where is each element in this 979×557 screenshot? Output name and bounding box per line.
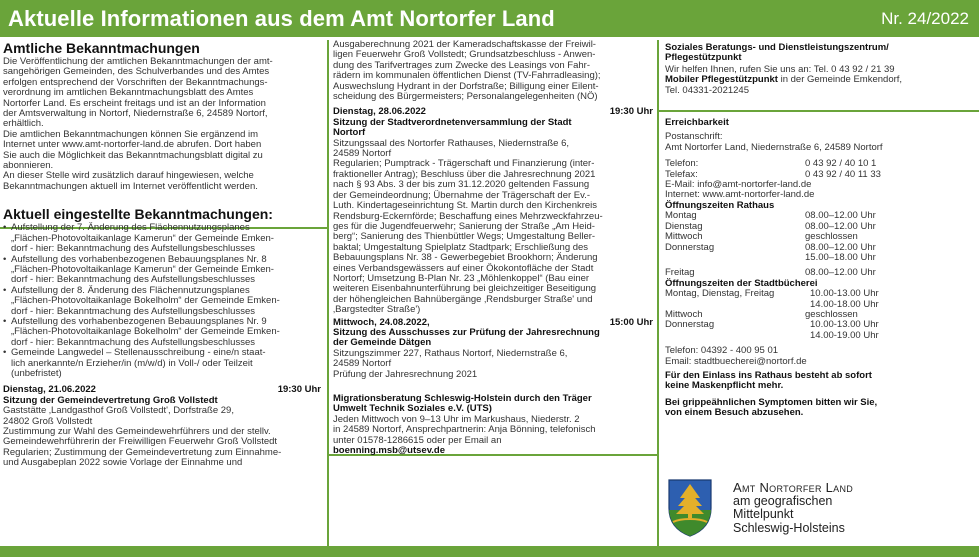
meeting-details [333,349,653,380]
meeting-time: 19:30 Uhr [277,384,321,396]
text-line: Zustimmung zur Wahl des Gemeindewehrführers und der stellv. [3,426,271,437]
text-line: und Ausgabeplan 2022 sowie Vorlage der Einnahme und [3,457,243,469]
text-line: scheidung des Bürgermeisters; Personalangelegenheiten (NÖ) [333,91,598,103]
list-item[interactable] [3,317,323,348]
meeting-details [333,139,653,316]
sozial-title [665,43,975,64]
column-middle [333,40,653,456]
meeting-title [333,328,653,349]
migration-email-link[interactable]: boenning.msb@utsev.de [333,445,446,457]
text-line: Nortorf [333,127,366,139]
text-line: „Flächen-Photovoltaikanlage Bokelholm“ der Gemeinde Emken- [11,326,280,338]
text-line: Die Veröffentlichung der amtlichen Bekanntmachungen der amt- [3,56,273,67]
page-title: Aktuelle Informationen aus dem Amt Nortorfer Land [8,5,555,31]
page-footer-bar [0,546,979,557]
text-line: Amt Nortorfer Land, Niedernstraße 6, 24589 Nortorf [665,141,883,153]
text-line: erfolgen entsprechend der Vorschriften der Bekanntmachungs- [3,76,268,88]
text-line: der Gemeindeordnung; Übernahme der Trägerschaft der Ev.- [333,189,590,201]
text-line: ligen Feuerwehr Groß Vollstedt; Grundsatzbeschluss - Anwen- [333,49,596,61]
mobile-text: in der Gemeinde Emkendorf, [777,74,903,86]
text-line: dung des Tarifvertrages zum Zwecke des Leasings von Fahr- [333,59,590,71]
time-value: 15.00–18.00 Uhr [805,251,876,263]
text-line: 24589 Nortorf [333,358,392,370]
meeting-continued [333,40,653,102]
meeting-title [333,118,653,139]
time-value: geschlossen [805,231,858,243]
tagline-line: am geografischen [733,493,833,508]
text-line: Regularien; Zustimmung der Gemeindevertretung zum Einnahme- [3,446,282,458]
notice-mask [665,371,975,392]
time-value: 10.00-13.00 Uhr [810,288,879,300]
text-line: An dieser Stelle wird zusätzlich darauf hingewiesen, welche [3,170,254,182]
day-label: Dienstag [665,220,703,232]
meeting-date: Dienstag, 28.06.2022 [333,106,426,118]
day-label: Mittwoch [665,308,703,320]
text-line: 24589 Nortorf [333,148,392,160]
time-value: 08.00–12.00 Uhr [805,241,876,253]
text-line: Ausgaberechnung 2021 der Kameradschaftskasse der Freiwil- [333,39,596,50]
section-title-amtliche: Amtliche Bekanntmachungen [3,40,200,56]
amt-logo [665,478,975,542]
text-line: erhältlich. [3,118,44,130]
text-line: Umwelt Technik Soziales e.V. (UTS) [333,403,492,415]
announcement-list [3,223,323,379]
rathaus-hours-title: Öffnungszeiten Rathaus [665,199,775,211]
text-line: • Aufstellung des vorhabenbezogenen Bebauungsplanes Nr. 8 [11,253,267,265]
text-line: dorf - hier: Bekanntmachung des Aufstellungsbeschlusses [11,274,255,286]
email-line[interactable]: E-Mail: info@amt-nortorfer-land.de [665,179,812,191]
migration-title [333,394,653,415]
migration-details [333,415,653,446]
text-line: Bekanntmachungen aktuell im Internet veröffentlicht werden. [3,180,258,192]
text-line: Gemeindewehrführerin der Freiwilligen Feuerwehr Groß Vollstedt [3,436,278,448]
text-line: berg“; Sanierung des Thienbüttler Wegs; Umgestaltung Beller- [333,231,596,243]
contact-list [665,159,975,180]
text-line: Auswechslung Hydrant in der Dorfstraße; Billigung einer Eilent- [333,80,599,92]
meeting-time: 19:30 Uhr [609,106,653,118]
text-line: „Flächen-Photovoltaikanlage Kamerun“ der Gemeinde Emken- [11,232,274,244]
list-item[interactable] [3,286,323,317]
time-value: 14.00-19.00 Uhr [810,329,879,341]
text-line: Postanschrift: [665,131,723,143]
contact-value: 0 43 92 / 40 10 1 [805,158,877,170]
list-item[interactable] [3,255,323,286]
column-divider-2 [657,40,659,546]
text-line: lich anerkannte/n Erzieher/in (m/w/d) in Voll-/ oder Teilzeit [11,357,253,369]
text-line: fraktioneller Antrag); Beschluss über die Jahresrechnung 2021 [333,168,596,180]
hours-row [665,331,975,341]
text-line: von einem Besuch abzusehen. [665,407,804,419]
text-line: Tel. 04331-2021245 [665,84,749,96]
coat-of-arms-icon [667,478,713,538]
text-line: eines Verbandsgewässers auf einer Ökokontofläche der Stadt [333,262,594,274]
text-line: Soziales Beratungs- und Dienstleistungszentrum/ [665,42,889,53]
text-line: Internet unter www.amt-nortorfer-land.de abrufen. Dort haben [3,139,262,151]
day-label [665,331,810,341]
amt-logo-text [733,481,853,542]
contact-label: Telefax: [665,168,698,180]
time-value: 08.00–12.00 Uhr [805,267,876,279]
text-line: der Gemeinde Dätgen [333,337,432,349]
column-divider-1 [327,40,329,546]
text-line: unter 01578-1286615 oder per Email an [333,434,502,446]
time-value: 10.00-13.00 Uhr [810,319,879,331]
issue-number: Nr. 24/2022 [881,8,969,28]
text-line: dorf - hier: Bekanntmachung des Aufstellungsbeschlusses [11,305,255,317]
day-label: Freitag [665,267,695,279]
buecherei-phone: Telefon: 04392 - 400 95 01 [665,345,779,357]
text-line: in 24589 Nortorf, Ansprechpartnerin: Anja Bönning, telefonisch [333,424,596,436]
mobile-label: Mobiler Pflegestützpunkt [665,74,778,86]
meeting-date: Dienstag, 21.06.2022 [3,384,96,396]
hours-row [665,289,975,299]
section-title-aktuell: Aktuell eingestellte Bekanntmachungen: [3,206,273,223]
text-line: Wir helfen Ihnen, rufen Sie uns an: Tel. 0 43 92 / 21 39 [665,63,895,75]
text-line: rädern im kommunalen öffentlichen Dienst (TV-Fahrradleasing); [333,70,601,82]
sozial-details [665,65,975,96]
text-line: baktal; Umgestaltung Spielplatz Stadtpark; Erschließung des [333,241,589,253]
text-line: verordnung im amtlichen Bekanntmachungsblatt des Amtes [3,87,254,99]
text-line: „Flächen-Photovoltaikanlage Kamerun“ der Gemeinde Emken- [11,263,274,275]
text-line: • Gemeinde Langwedel – Stellenausschreibung - eine/n staat- [11,347,266,359]
rathaus-hours-table [665,211,975,278]
meeting-title: Sitzung der Gemeindevertretung Groß Vollstedt [3,394,218,406]
day-label: Mittwoch [665,231,703,243]
text-line: Pflegestützpunkt [665,52,742,64]
day-label: Montag, Dienstag, Freitag [665,288,775,300]
text-line: Bebauungsplans Nr. 38 - Gewerbegebiet Brookhorn; Änderung [333,252,598,264]
text-line: Sitzung des Ausschusses zur Prüfung der Jahresrechnung [333,326,600,338]
text-line: Die amtlichen Bekanntmachungen können Sie ergänzend im [3,128,259,140]
day-label: Donnerstag [665,241,715,253]
column-left [3,40,323,469]
text-line: Prüfung der Jahresrechnung 2021 [333,368,478,380]
buecherei-hours-title: Öffnungszeiten der Stadtbücherei [665,277,818,289]
text-line: Jeden Mittwoch von 9–13 Uhr im Markushaus, Niederstr. 2 [333,413,580,425]
buecherei-hours-table [665,289,975,341]
text-line: nach § 93 Abs. 3 der bis zum 31.12.2020 geltenden Fassung [333,179,590,191]
text-line: Für den Einlass ins Rathaus besteht ab sofort [665,369,872,381]
text-line: Sie auch die Möglichkeit das Bekanntmachungsblatt digital zu [3,149,263,161]
contact-label: Telefon: [665,158,699,170]
text-line: der höhengleichen Bahnübergänge ‚Rendsburger Straße' und [333,293,593,305]
hours-row [665,253,975,263]
amt-name: Amt Nortorfer Land [733,480,854,495]
day-label: Donnerstag [665,319,715,331]
text-line: ‚Bargstedter Straße') [333,304,421,316]
day-label [665,253,805,263]
text-line: Rendsburg-Eckernförde; Beschaffung eines Mehrzweckfahrzeu- [333,210,603,222]
text-line: keine Maskenpflicht mehr. [665,380,784,392]
text-line: • Aufstellung der 8. Änderung des Flächennutzungsplanes [11,284,250,296]
time-value: geschlossen [805,308,858,320]
text-line: Sitzungszimmer 227, Rathaus Nortorf, Niedernstraße 6, [333,347,568,359]
list-item[interactable] [3,348,323,379]
text-line: dorf - hier: Bekanntmachung des Aufstellungsbeschlusses [11,336,255,348]
tagline-line: Schleswig-Holsteins [733,520,845,535]
meeting-date: Mittwoch, 24.08.2022, [333,316,430,328]
text-line: (unbefristet) [11,367,62,379]
text-line: 24802 Groß Vollstedt [3,415,93,427]
contact-value: 0 43 92 / 40 11 33 [805,168,881,180]
text-line: Nortorf; Umsetzung B-Plan Nr. 23 „Möhlenkoppel“ (Bau einer [333,272,590,284]
text-line: weiteren Eisenbahnunterführung bei gleichzeitiger Beseitigung [333,283,597,295]
meeting-details [3,406,323,468]
text-line: Nortorfer Land. Es erscheint freitags und ist an der Information [3,97,266,109]
text-line: Luth. Kindertageseinrichtung St. Martin durch den Kirchenkreis [333,200,598,212]
column-right [665,43,975,419]
notice-symptoms [665,398,975,419]
tagline-line: Mittelpunkt [733,507,794,521]
amtliche-text [3,57,323,192]
time-value: 14.00-18.00 Uhr [810,298,879,310]
text-line: Bei grippeähnlichen Symptomen bitten wir Sie, [665,396,878,408]
text-line: Sitzungssaal des Nortorfer Rathauses, Niedernstraße 6, [333,137,570,149]
buecherei-email[interactable]: Email: stadtbuecherei@nortorf.de [665,355,807,367]
text-line: dorf - hier: Bekanntmachung des Aufstellungsbeschlusses [11,243,255,255]
text-line: der Amtsverwaltung in Nortorf, Niedernstraße 6, 24589 Nortorf, [3,108,268,120]
erreichbarkeit-details [665,132,975,153]
text-line: abonnieren. [3,160,54,172]
text-line: • Aufstellung der 7. Änderung des Flächennutzungsplanes [11,222,250,234]
page-header [0,0,979,37]
text-line: Gaststätte ‚Landgasthof Groß Vollstedt', Dorfstraße 29, [3,405,234,417]
hours-row [665,232,975,242]
list-item[interactable] [3,223,323,254]
text-line: Sitzung der Stadtverordnetenversammlung der Stadt [333,116,572,128]
day-label: Montag [665,210,697,222]
erreichbarkeit-title: Erreichbarkeit [665,117,729,129]
text-line: Regularien; Pumptrack - Trägerschaft und Finanzierung (inter- [333,158,595,170]
text-line: „Flächen-Photovoltaikanlage Bokelholm“ der Gemeinde Emken- [11,295,280,307]
internet-line[interactable]: Internet: www.amt-nortorfer-land.de [665,189,815,201]
text-line: Migrationsberatung Schleswig-Holstein durch den Träger [333,393,592,404]
meeting-time: 15:00 Uhr [609,316,653,328]
time-value: 08.00–12.00 Uhr [805,210,876,222]
text-line: sangehörigen Gemeinden, des Schulverbandes und des Amtes [3,66,270,78]
text-line: • Aufstellung des vorhabenbezogenen Bebauungsplanes Nr. 9 [11,315,267,327]
text-line: ges für die Jugendfeuerwehr; Sanierung der Straße „Am Heid- [333,220,595,232]
time-value: 08.00–12.00 Uhr [805,220,876,232]
